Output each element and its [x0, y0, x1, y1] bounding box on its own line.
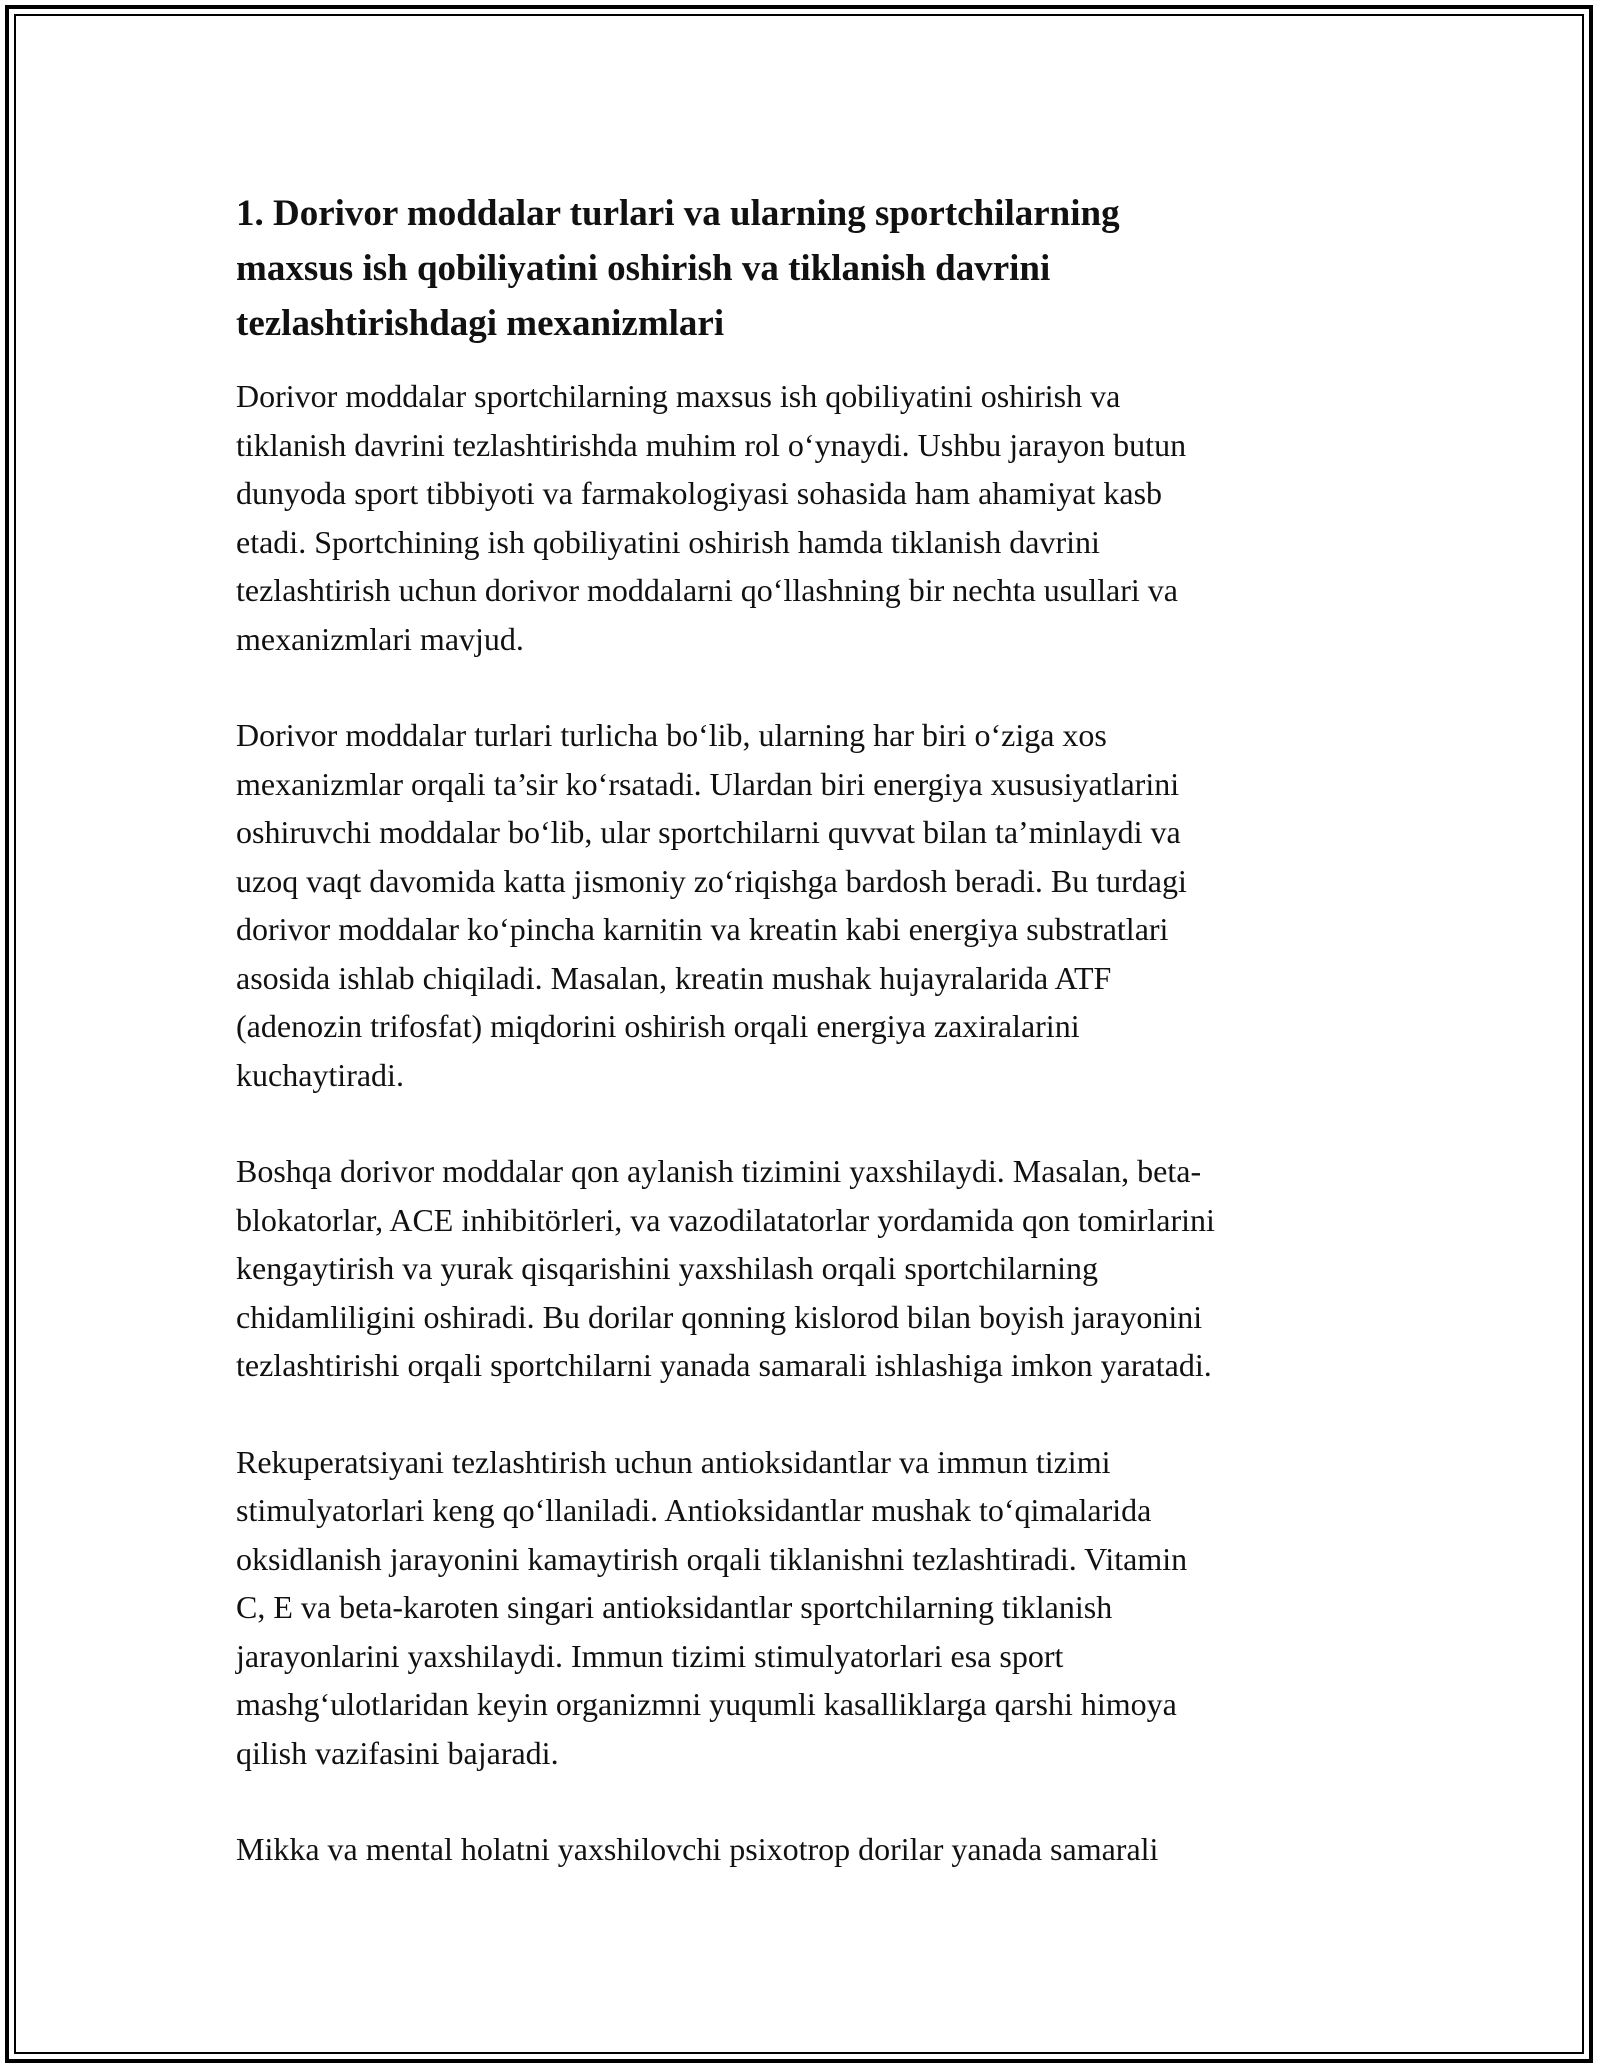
- text-line: asosida ishlab chiqiladi. Masalan, kreatin mushak hujayralarida ATF: [236, 959, 1112, 996]
- text-line: etadi. Sportchining ish qobiliyatini oshirish hamda tiklanish davrini: [236, 523, 1100, 560]
- text-line: kengaytirish va yurak qisqarishini yaxshilash orqali sportchilarning: [236, 1250, 1099, 1286]
- paragraph-intro: [236, 372, 1366, 663]
- text-line: uzoq vaqt davomida katta jismoniy zo‘riqishga bardosh beradi. Bu turdagi: [236, 862, 1187, 899]
- text-line: stimulyatorlari keng qo‘llaniladi. Antioksidantlar mushak to‘qimalarida: [236, 1492, 1152, 1528]
- text-line: jarayonlarini yaxshilaydi. Immun tizimi stimulyatorlari esa sport: [236, 1637, 1064, 1674]
- text-line: C, E va beta-karoten singari antioksidantlar sportchilarning tiklanish: [236, 1589, 1113, 1625]
- text-line: oshiruvchi moddalar bo‘lib, ular sportchilarni quvvat bilan ta’minlaydi va: [236, 814, 1181, 850]
- text-line: (adenozin trifosfat) miqdorini oshirish orqali energiya zaxiralarini: [236, 1008, 1080, 1044]
- text-line: mexanizmlari mavjud.: [236, 620, 524, 657]
- text-line: dunyoda sport tibbiyoti va farmakologiyasi sohasida ham ahamiyat kasb: [236, 475, 1163, 511]
- text-line: blokatorlar, ACE inhibitörleri, va vazodilatatorlar yordamida qon tomirlarini: [236, 1201, 1215, 1238]
- text-line: dorivor moddalar ko‘pincha karnitin va kreatin kabi energiya substratlari: [236, 911, 1169, 947]
- heading-line: maxsus ish qobiliyatini oshirish va tiklanish davrini: [236, 248, 1051, 289]
- text-line: Dorivor moddalar turlari turlicha bo‘lib, ularning har biri o‘ziga xos: [236, 717, 1107, 753]
- text-line: Boshqa dorivor moddalar qon aylanish tizimini yaxshilaydi. Masalan, beta-: [236, 1153, 1202, 1189]
- text-line: chidamliligini oshiradi. Bu dorilar qonning kislorod bilan boyish jarayonini: [236, 1298, 1203, 1335]
- text-line: tezlashtirishi orqali sportchilarni yanada samarali ishlashiga imkon yaratadi.: [236, 1347, 1212, 1383]
- paragraph-circulation: [236, 1147, 1366, 1390]
- paragraph-psychotropic: [236, 1825, 1366, 1874]
- text-line: mashg‘ulotlaridan keyin organizmni yuqumli kasalliklarga qarshi himoya: [236, 1686, 1177, 1722]
- heading-line: tezlashtirishdagi mexanizmlari: [236, 303, 725, 344]
- text-line: tezlashtirish uchun dorivor moddalarni qo‘llashning bir nechta usullari va: [236, 572, 1178, 608]
- paragraph-recovery: [236, 1438, 1366, 1778]
- paragraph-types: [236, 711, 1366, 1099]
- text-line: mexanizmlar orqali ta’sir ko‘rsatadi. Ulardan biri energiya xususiyatlarini: [236, 765, 1180, 802]
- text-line: Dorivor moddalar sportchilarning maxsus ish qobiliyatini oshirish va: [236, 378, 1121, 414]
- text-line: kuchaytiradi.: [236, 1056, 404, 1093]
- text-line: tiklanish davrini tezlashtirishda muhim rol o‘ynaydi. Ushbu jarayon butun: [236, 426, 1187, 463]
- text-line: qilish vazifasini bajaradi.: [236, 1734, 559, 1771]
- text-line: oksidlanish jarayonini kamaytirish orqali tiklanishni tezlashtiradi. Vitamin: [236, 1540, 1188, 1577]
- heading-line: 1. Dorivor moddalar turlari va ularning sportchilarning: [236, 193, 1120, 234]
- document-page: [236, 186, 1366, 1874]
- section-heading: [236, 186, 1366, 351]
- text-line: Mikka va mental holatni yaxshilovchi psixotrop dorilar yanada samarali: [236, 1831, 1159, 1867]
- text-line: Rekuperatsiyani tezlashtirish uchun antioksidantlar va immun tizimi: [236, 1443, 1111, 1480]
